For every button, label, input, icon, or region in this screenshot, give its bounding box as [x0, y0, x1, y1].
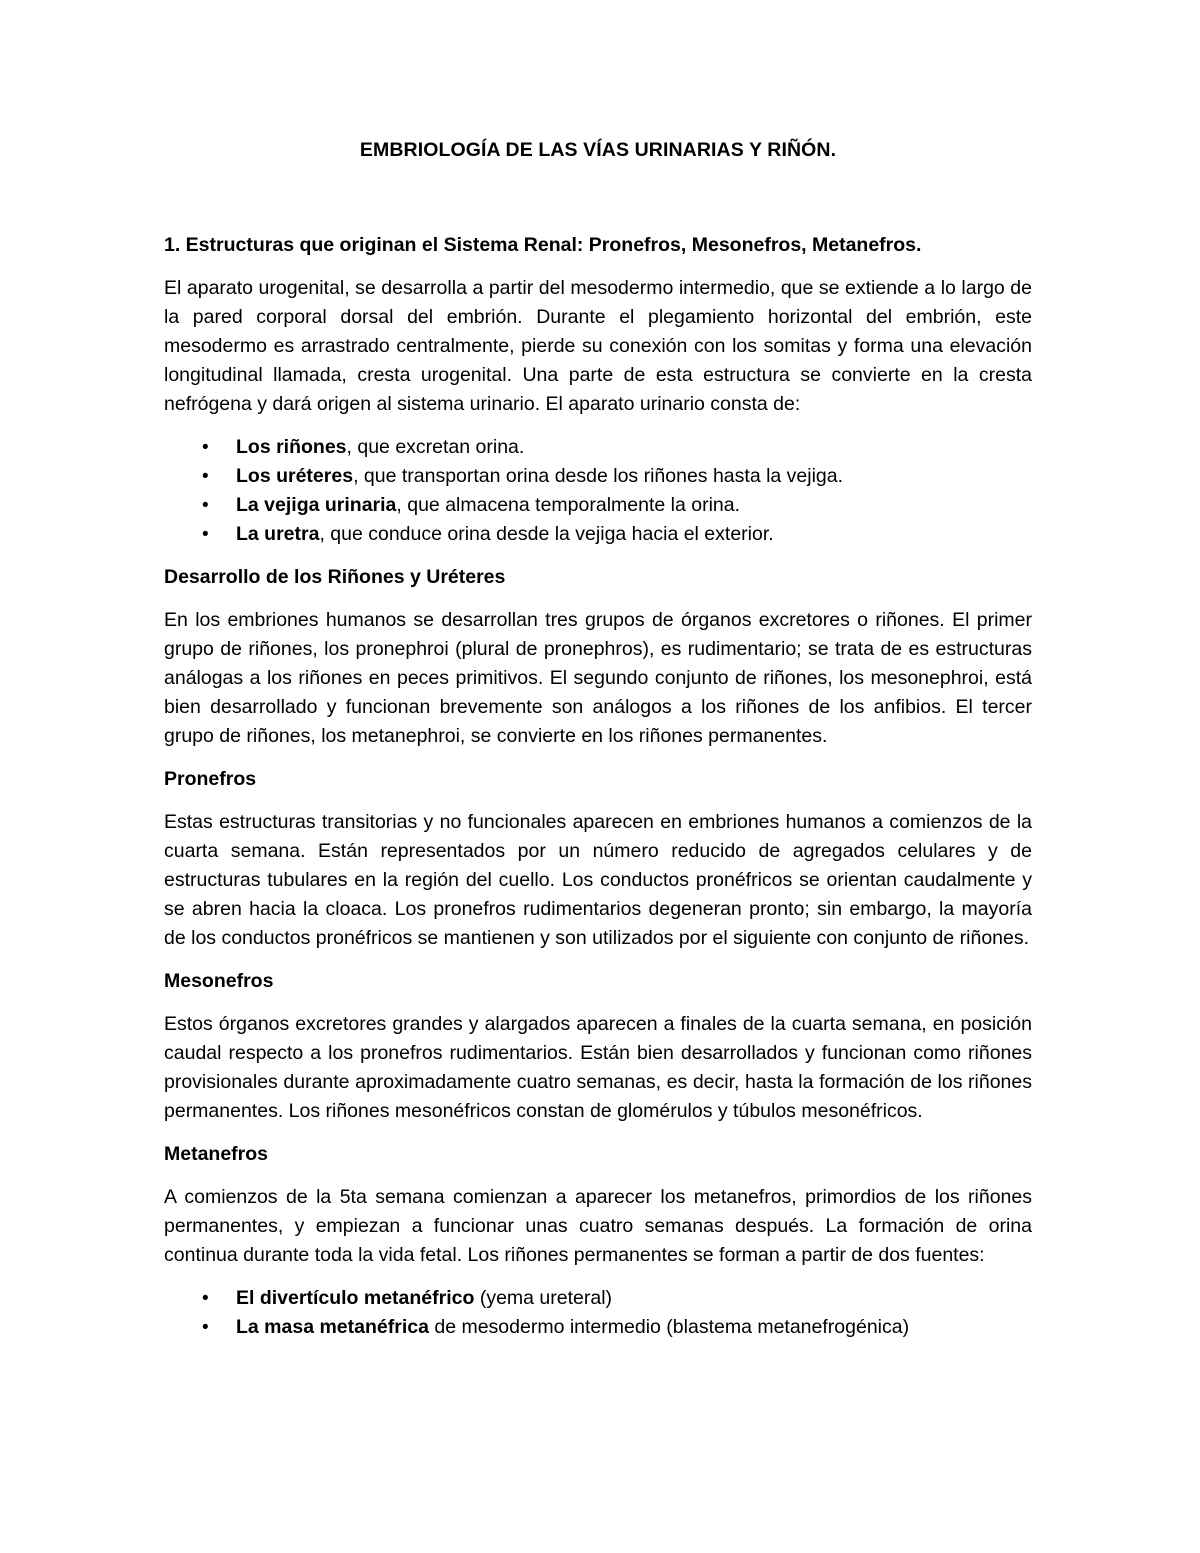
bullet-icon: • [202, 495, 209, 516]
bullet-icon: • [202, 437, 209, 458]
list-item: • La uretra, que conduce orina desde la vejiga hacia el exterior. [164, 520, 1032, 549]
paragraph-urogenital: El aparato urogenital, se desarrolla a partir del mesodermo intermedio, que se extiende a lo largo de la pared corporal dorsal del embrión. Durante el plegamiento horizontal del embrión, este mesodermo es arrastrado centralmente, pierde su conexión con los somitas y forma una elevación longitudinal llamada, cresta urogenital. Una parte de esta estructura se convierte en la cresta nefrógena y dará origen al sistema urinario. El aparato urinario consta de: [164, 277, 1032, 415]
section-heading-mesonefros: Mesonefros [164, 970, 274, 992]
paragraph-kidney-development: En los embriones humanos se desarrollan tres grupos de órganos excretores o riñones. El primer grupo de riñones, los pronephroi (plural de pronephros), es rudimentario; se trata de es estructuras análogas a los riñones en peces primitivos. El segundo conjunto de riñones, los mesonephroi, está bien desarrollado y funcionan brevemente son análogos a los riñones de los anfibios. El tercer grupo de riñones, los metanephroi, se convierte en los riñones permanentes. [164, 609, 1032, 747]
list-item: • Los riñones, que excretan orina. [164, 433, 1032, 462]
section-heading-metanefros: Metanefros [164, 1143, 269, 1165]
section-heading-structures: 1. Estructuras que originan el Sistema Renal: Pronefros, Mesonefros, Metanefros. [164, 234, 922, 256]
bullet-icon: • [202, 466, 209, 487]
bullet-icon: • [202, 1317, 209, 1338]
paragraph-pronefros: Estas estructuras transitorias y no funcionales aparecen en embriones humanos a comienzos de la cuarta semana. Están representados por un número reducido de agregados celulares y de estructuras tubulares en la región del cuello. Los conductos pronéfricos se orientan caudalmente y se abren hacia la cloaca. Los pronefros rudimentarios degeneran pronto; sin embargo, la mayoría de los conductos pronéfricos se mantienen y son utilizados por el siguiente con conjunto de riñones. [164, 811, 1032, 949]
list-item: • La vejiga urinaria, que almacena temporalmente la orina. [164, 491, 1032, 520]
bullet-icon: • [202, 524, 209, 545]
list-item: • La masa metanéfrica de mesodermo intermedio (blastema metanefrogénica) [164, 1313, 1032, 1342]
bullet-icon: • [202, 1288, 209, 1309]
list-item: • Los uréteres, que transportan orina desde los riñones hasta la vejiga. [164, 462, 1032, 491]
paragraph-metanefros: A comienzos de la 5ta semana comienzan a aparecer los metanefros, primordios de los riñones permanentes, y empiezan a funcionar unas cuatro semanas después. La formación de orina continua durante toda la vida fetal. Los riñones permanentes se forman a partir de dos fuentes: [164, 1186, 1032, 1266]
list-urinary-parts [164, 433, 1032, 549]
document-title: EMBRIOLOGÍA DE LAS VÍAS URINARIAS Y RIÑÓN. [359, 139, 837, 161]
document-body [164, 136, 1032, 1356]
paragraph-mesonefros: Estos órganos excretores grandes y alargados aparecen a finales de la cuarta semana, en posición caudal respecto a los pronefros rudimentarios. Están bien desarrollados y funcionan como riñones provisionales durante aproximadamente cuatro semanas, es decir, hasta la formación de los riñones permanentes. Los riñones mesonéfricos constan de glomérulos y túbulos mesonéfricos. [164, 1013, 1032, 1122]
section-heading-pronefros: Pronefros [164, 768, 257, 790]
section-heading-kidney-development: Desarrollo de los Riñones y Uréteres [164, 566, 506, 588]
list-item: • El divertículo metanéfrico (yema ureteral) [164, 1284, 1032, 1313]
list-metanephric-sources [164, 1284, 1032, 1342]
